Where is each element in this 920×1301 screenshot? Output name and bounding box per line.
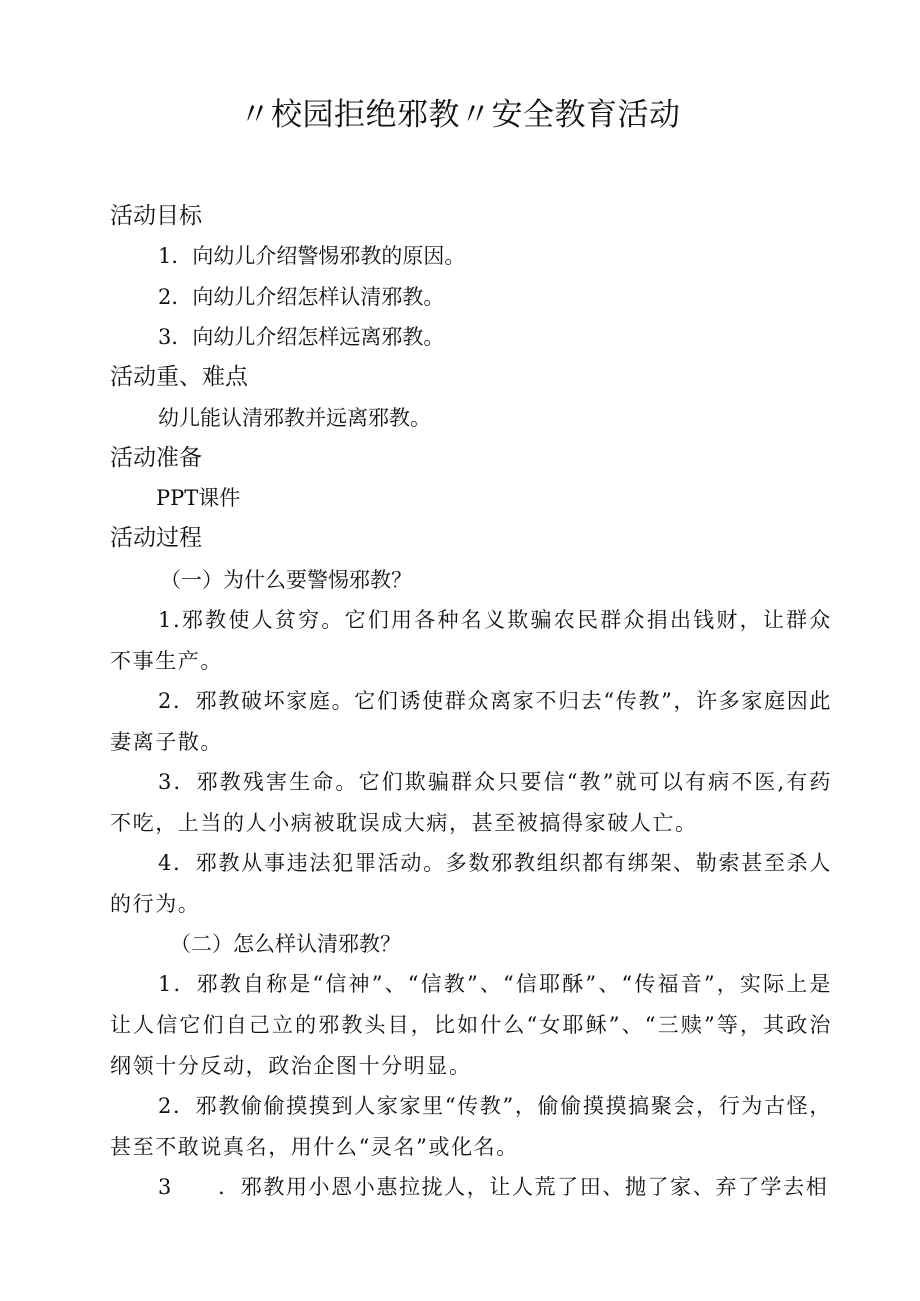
keypoints-text: 幼儿能认清邪教并远离邪教。 (158, 406, 431, 430)
goal-item-3: 3．向幼儿介绍怎样远离邪教。 (158, 325, 445, 349)
goal-item-1: 1．向幼儿介绍警惕邪教的原因。 (158, 244, 466, 268)
section-heading-keypoints: 活动重、难点 (110, 364, 248, 390)
section-heading-prep: 活动准备 (110, 445, 202, 471)
paragraph-why-3: 3．邪教残害生命。它们欺骗群众只要信“教”就可以有病不医,有药不吃，上当的人小病被耽误成大病，甚至被搞得家破人亡。 (110, 770, 832, 835)
paragraph-why-2: 2．邪教破坏家庭。它们诱使群众离家不归去“传教”，许多家庭因此妻离子散。 (110, 689, 832, 754)
subsection-heading-why: （一）为什么要警惕邪教？ (160, 568, 412, 592)
paragraph-how-2: 2．邪教偷偷摸摸到人家家里“传教”，偷偷摸摸搞聚会，行为古怪，甚至不敢说真名，用什么“灵名”或化名。 (110, 1094, 832, 1159)
paragraph-why-4: 4．邪教从事违法犯罪活动。多数邪教组织都有绑架、勒索甚至杀人的行为。 (110, 851, 832, 916)
section-heading-process: 活动过程 (110, 525, 202, 551)
goal-item-2: 2．向幼儿介绍怎样认清邪教。 (158, 285, 445, 309)
paragraph-how-3: 3 ．邪教用小恩小惠拉拢人，让人荒了田、抛了家、弃了学去相 (158, 1175, 829, 1199)
prep-text: PPT课件 (156, 486, 241, 510)
section-heading-goals: 活动目标 (110, 203, 202, 229)
paragraph-why-1: 1.邪教使人贫穷。它们用各种名义欺骗农民群众捐出钱财，让群众不事生产。 (110, 608, 832, 673)
document-title: 〃校园拒绝邪教〃安全教育活动 (239, 97, 681, 133)
paragraph-how-1: 1．邪教自称是“信神”、“信教”、“信耶酥”、“传福音”，实际上是让人信它们自己立的邪教头目，比如什么“女耶稣”、“三赎”等，其政治纲领十分反动，政治企图十分明显。 (110, 972, 832, 1078)
subsection-heading-how: （二）怎么样认清邪教？ (170, 932, 401, 956)
